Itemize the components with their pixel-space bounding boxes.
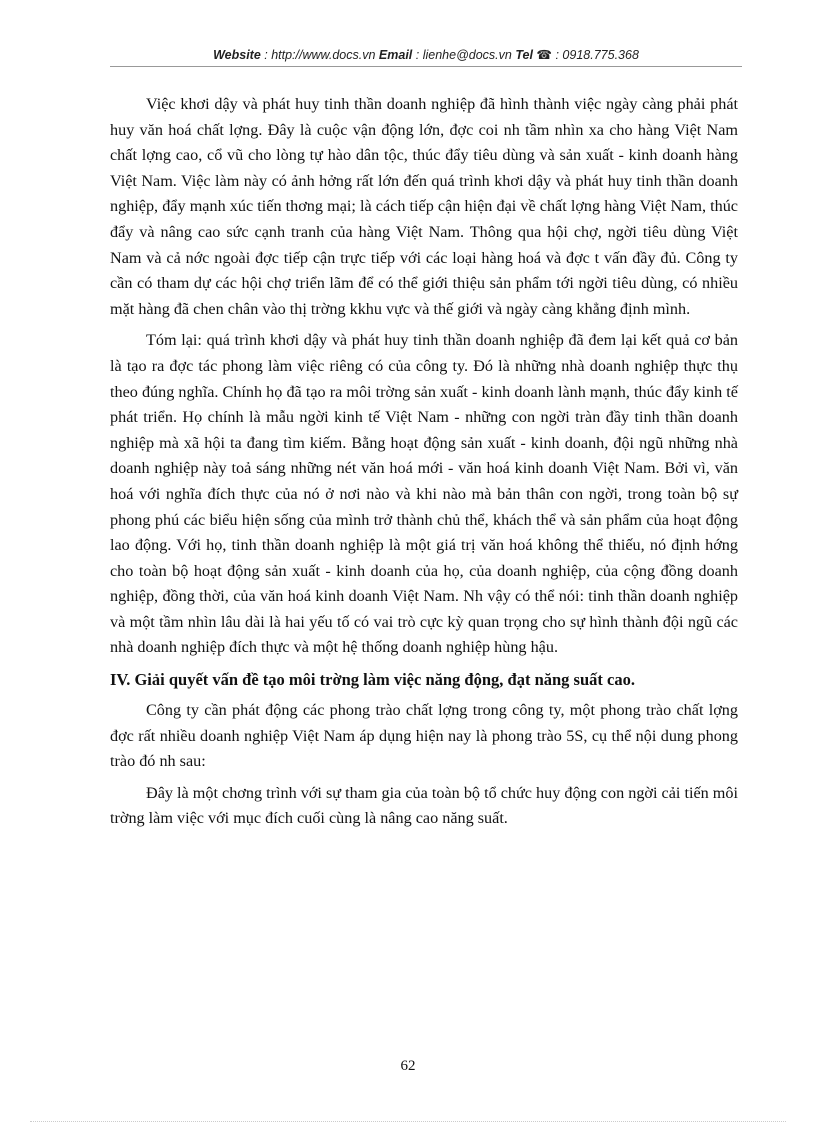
page-body (110, 92, 738, 838)
website-label: Website (213, 48, 261, 62)
footer-divider (30, 1121, 786, 1122)
paragraph-cultural-quality: Việc khơi dậy và phát huy tinh thần doanh nghiệp đã hình thành việc ngày càng phải phát huy văn hoá chất lợng. Đây là cuộc vận động lớn, đợc coi nh tầm nhìn xa cho hàng Việt Nam chất lợng cao, cổ vũ cho lòng tự hào dân tộc, thúc đẩy tiêu dùng và sản xuất - kinh doanh hàng Việt Nam. Việc làm này có ảnh hởng rất lớn đến quá trình khơi dậy và phát huy tinh thần doanh nghiệp, đẩy mạnh xúc tiến thơng mại; là cách tiếp cận hiện đại về chất lợng hàng Việt Nam, thúc đẩy và nâng cao sức cạnh tranh của hàng Việt Nam. Thông qua hội chợ, ngời tiêu dùng Việt Nam và cả nớc ngoài đợc tiếp cận trực tiếp với các loại hàng hoá và đợc t vấn đầy đủ. Công ty cần có tham dự các hội chợ triển lãm để có thể giới thiệu sản phẩm tới ngời tiêu dùng, có nhiều mặt hàng đã chen chân vào thị trờng kkhu vực và thế giới và ngày càng khẳng định mình. (110, 95, 738, 318)
section-heading: IV. Giải quyết vấn đề tạo môi trờng làm việc năng động, đạt năng suất cao. (110, 670, 635, 690)
tel-label: Tel (515, 48, 533, 62)
email-label: Email (378, 48, 413, 62)
phone-icon: ☎ (536, 48, 552, 62)
header-divider (110, 66, 742, 67)
website-url[interactable]: : http://www.docs.vn (264, 48, 376, 62)
paragraph-summary: Tóm lại: quá trình khơi dậy và phát huy tinh thần doanh nghiệp đã đem lại kết quả cơ bản là tạo ra đợc tác phong làm việc riêng có của công ty. Đó là những nhà doanh nghiệp thực thụ theo đúng nghĩa. Chính họ đã tạo ra môi trờng sản xuất - kinh doanh lành mạnh, thúc đẩy kinh tế phát triển. Họ chính là mẫu ngời kinh tế Việt Nam - những con ngời tràn đầy tinh thần doanh nghiệp mà xã hội ta đang tìm kiếm. Bằng hoạt động sản xuất - kinh doanh, đội ngũ những nhà doanh nghiệp này toả sáng những nét văn hoá mới - văn hoá kinh doanh Việt Nam. Bởi vì, văn hoá với nghĩa đích thực của nó ở nơi nào và khi nào mà bản thân con ngời, trong toàn bộ sự phong phú các biểu hiện sống của mình trở thành chủ thể, khách thể và sản phẩm của hoạt động lao động. Với họ, tinh thần doanh nghiệp là một giá trị văn hoá không thể thiếu, nó định hớng cho toàn bộ hoạt động sản xuất - kinh doanh của họ, của doanh nghiệp, của cộng đồng doanh nghiệp, đồng thời, của văn hoá kinh doanh Việt Nam. Nh vậy có thể nói: tinh thần doanh nghiệp và một tầm nhìn lâu dài là hai yếu tố có vai trò cực kỳ quan trọng cho sự hình thành đội ngũ các nhà doanh nghiệp đích thực và một hệ thống doanh nghiệp hùng hậu. (110, 331, 738, 657)
paragraph-5s-program: Đây là một chơng trình với sự tham gia của toàn bộ tổ chức huy động con ngời cải tiến môi trờng làm việc với mục đích cuối cùng là nâng cao năng suất. (110, 783, 738, 828)
email-address[interactable]: : lienhe@docs.vn (415, 48, 512, 62)
page-number: 62 (400, 1058, 416, 1074)
page-header (110, 47, 742, 62)
paragraph-quality-movement: Công ty cần phát động các phong trào chất lợng trong công ty, một phong trào chất lợng đợc rất nhiều doanh nghiệp Việt Nam áp dụng hiện nay là phong trào 5S, cụ thể nội dung phong trào đó nh sau: (110, 701, 738, 771)
tel-number: : 0918.775.368 (555, 48, 639, 62)
